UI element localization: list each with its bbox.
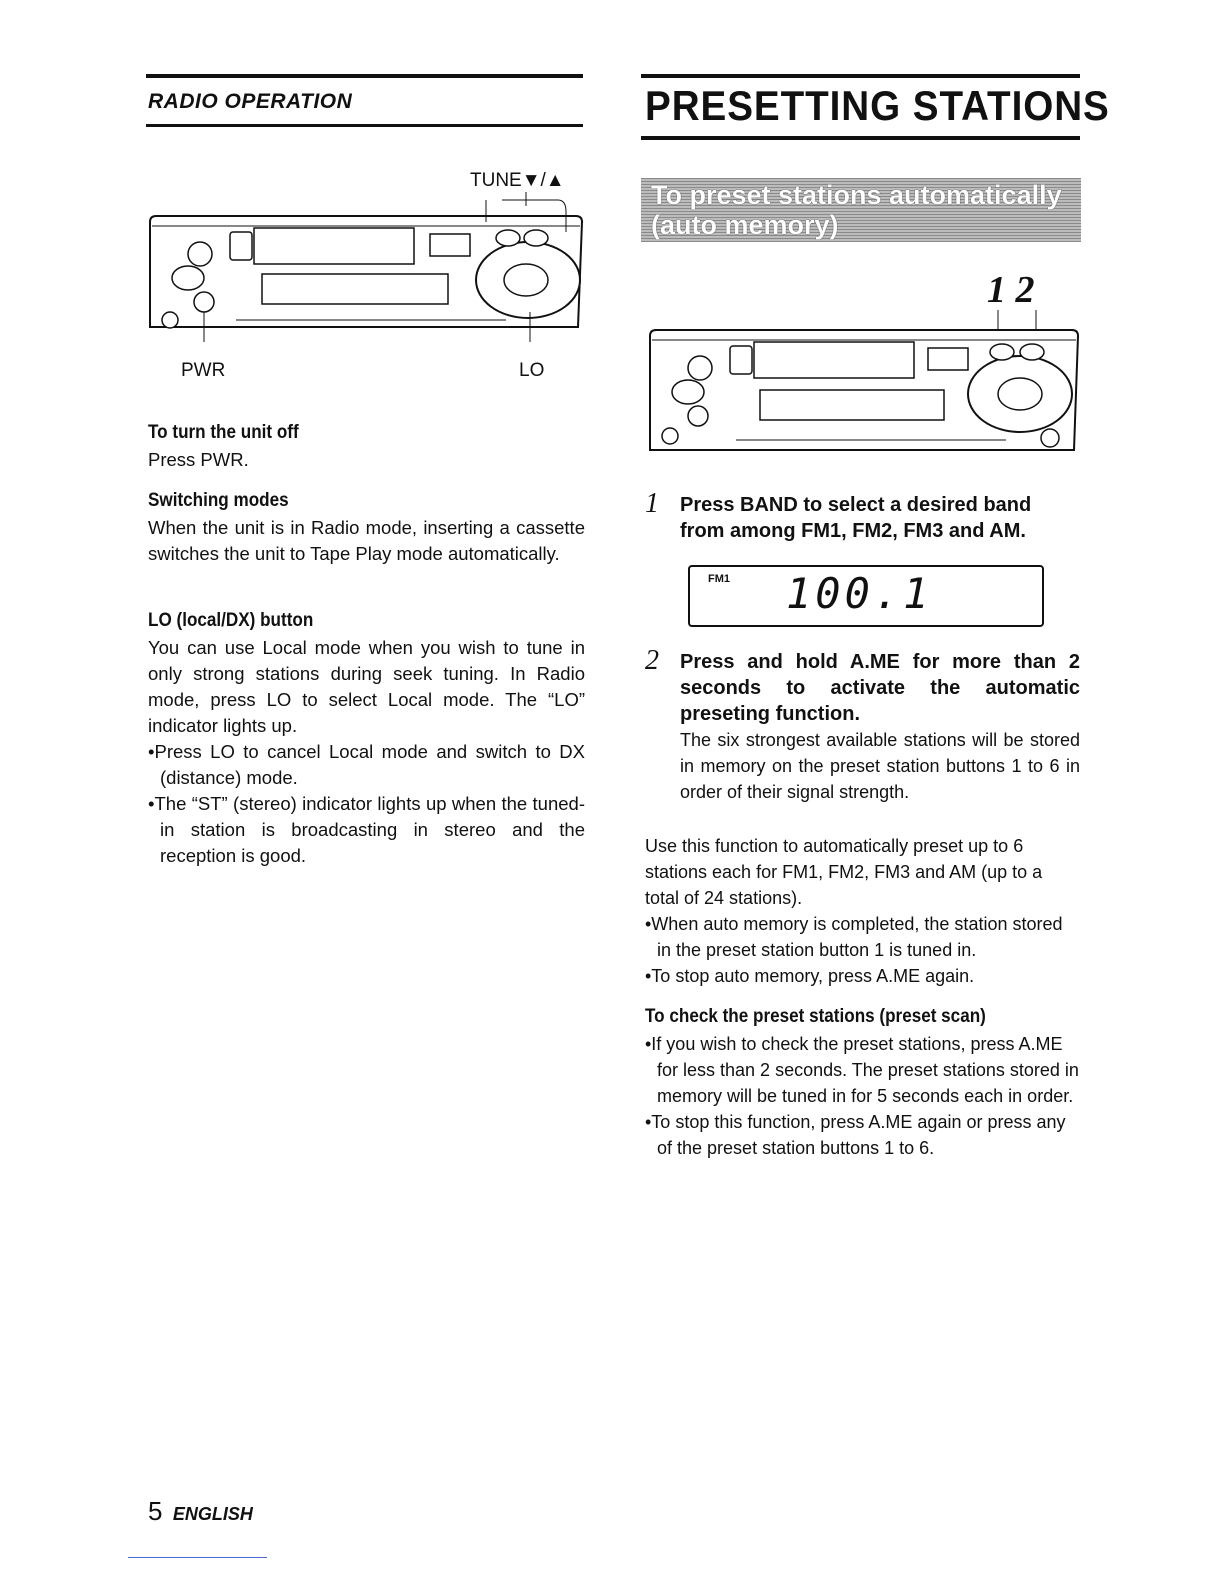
page-footer <box>148 1496 253 1527</box>
lcd-display <box>688 565 1044 627</box>
left-header-rule <box>146 124 583 127</box>
section-title: RADIO OPERATION <box>148 90 353 113</box>
left-top-rule <box>146 74 583 78</box>
banner-line-2: (auto memory) <box>651 210 839 240</box>
lo-bullet-2: •The “ST” (stereo) indicator lights up when the tuned-in station is broadcasting in stereo and the reception is good. <box>148 793 585 866</box>
step-2-number: 2 <box>645 645 659 676</box>
preset-scan-bullet-1: •If you wish to check the preset stations, press A.ME for less than 2 seconds. The preset stations stored in memory will be tuned in for 5 seconds each in order. <box>645 1034 1079 1106</box>
step-2-title: Press and hold A.ME for more than 2 seconds to activate the automatic preseting function. <box>680 651 1080 725</box>
usage-bullet-1: •When auto memory is completed, the station stored in the preset station button 1 is tuned in. <box>645 914 1063 960</box>
figure-callout: 1 2 <box>987 269 1035 311</box>
lo-bullet-1: •Press LO to cancel Local mode and switch to DX (distance) mode. <box>148 741 585 788</box>
right-header-rule <box>641 136 1080 140</box>
turn-off-text: Press PWR. <box>148 449 249 470</box>
page-title: PRESETTING STATIONS <box>645 82 1110 129</box>
lo-button-section <box>148 610 585 869</box>
lcd-band: FM1 <box>708 573 730 585</box>
usage-bullet-2: •To stop auto memory, press A.ME again. <box>645 966 975 986</box>
right-top-rule <box>641 74 1080 78</box>
lo-text: You can use Local mode when you wish to tune in only strong stations during seek tuning. In Radio mode, press LO to select Local mode. The “LO” indicator lights up. <box>148 637 585 736</box>
banner-line-1: To preset stations automatically <box>651 180 1062 210</box>
switching-heading: Switching modes <box>148 490 289 511</box>
auto-memory-banner <box>641 178 1081 242</box>
lo-heading: LO (local/DX) button <box>148 610 314 631</box>
lo-label: LO <box>519 360 545 381</box>
step-1-number: 1 <box>645 488 659 519</box>
page-number: 5 <box>148 1496 163 1526</box>
turn-off-heading: To turn the unit off <box>148 422 299 443</box>
preset-scan-section <box>645 1006 1080 1161</box>
preset-scan-bullet-2: •To stop this function, press A.ME again or press any of the preset station buttons 1 to 6. <box>645 1112 1066 1158</box>
car-stereo-illustration-left <box>146 192 586 342</box>
preset-scan-heading: To check the preset stations (preset scan) <box>645 1006 986 1027</box>
language-label: ENGLISH <box>172 1504 253 1524</box>
usage-section <box>645 833 1080 989</box>
switching-text: When the unit is in Radio mode, inserting a cassette switches the unit to Tape Play mode automatically. <box>148 517 585 564</box>
switching-section <box>148 490 585 567</box>
usage-text: Use this function to automatically preset up to 6 stations each for FM1, FM2, FM3 and AM (up to a total of 24 stations). <box>645 836 1043 908</box>
lcd-frequency: 100.1 <box>786 569 933 618</box>
car-stereo-illustration-right <box>646 310 1080 460</box>
tune-label: TUNE▼/▲ <box>470 170 565 191</box>
step-1-title: Press BAND to select a desired band from among FM1, FM2, FM3 and AM. <box>680 494 1032 542</box>
turn-off-section <box>148 422 588 473</box>
step-2-text: The six strongest available stations will be stored in memory on the preset station buttons 1 to 6 in order of their signal strength. <box>680 730 1080 802</box>
step-2-section <box>680 649 1080 805</box>
footer-underline <box>128 1557 267 1558</box>
pwr-label: PWR <box>181 360 226 381</box>
